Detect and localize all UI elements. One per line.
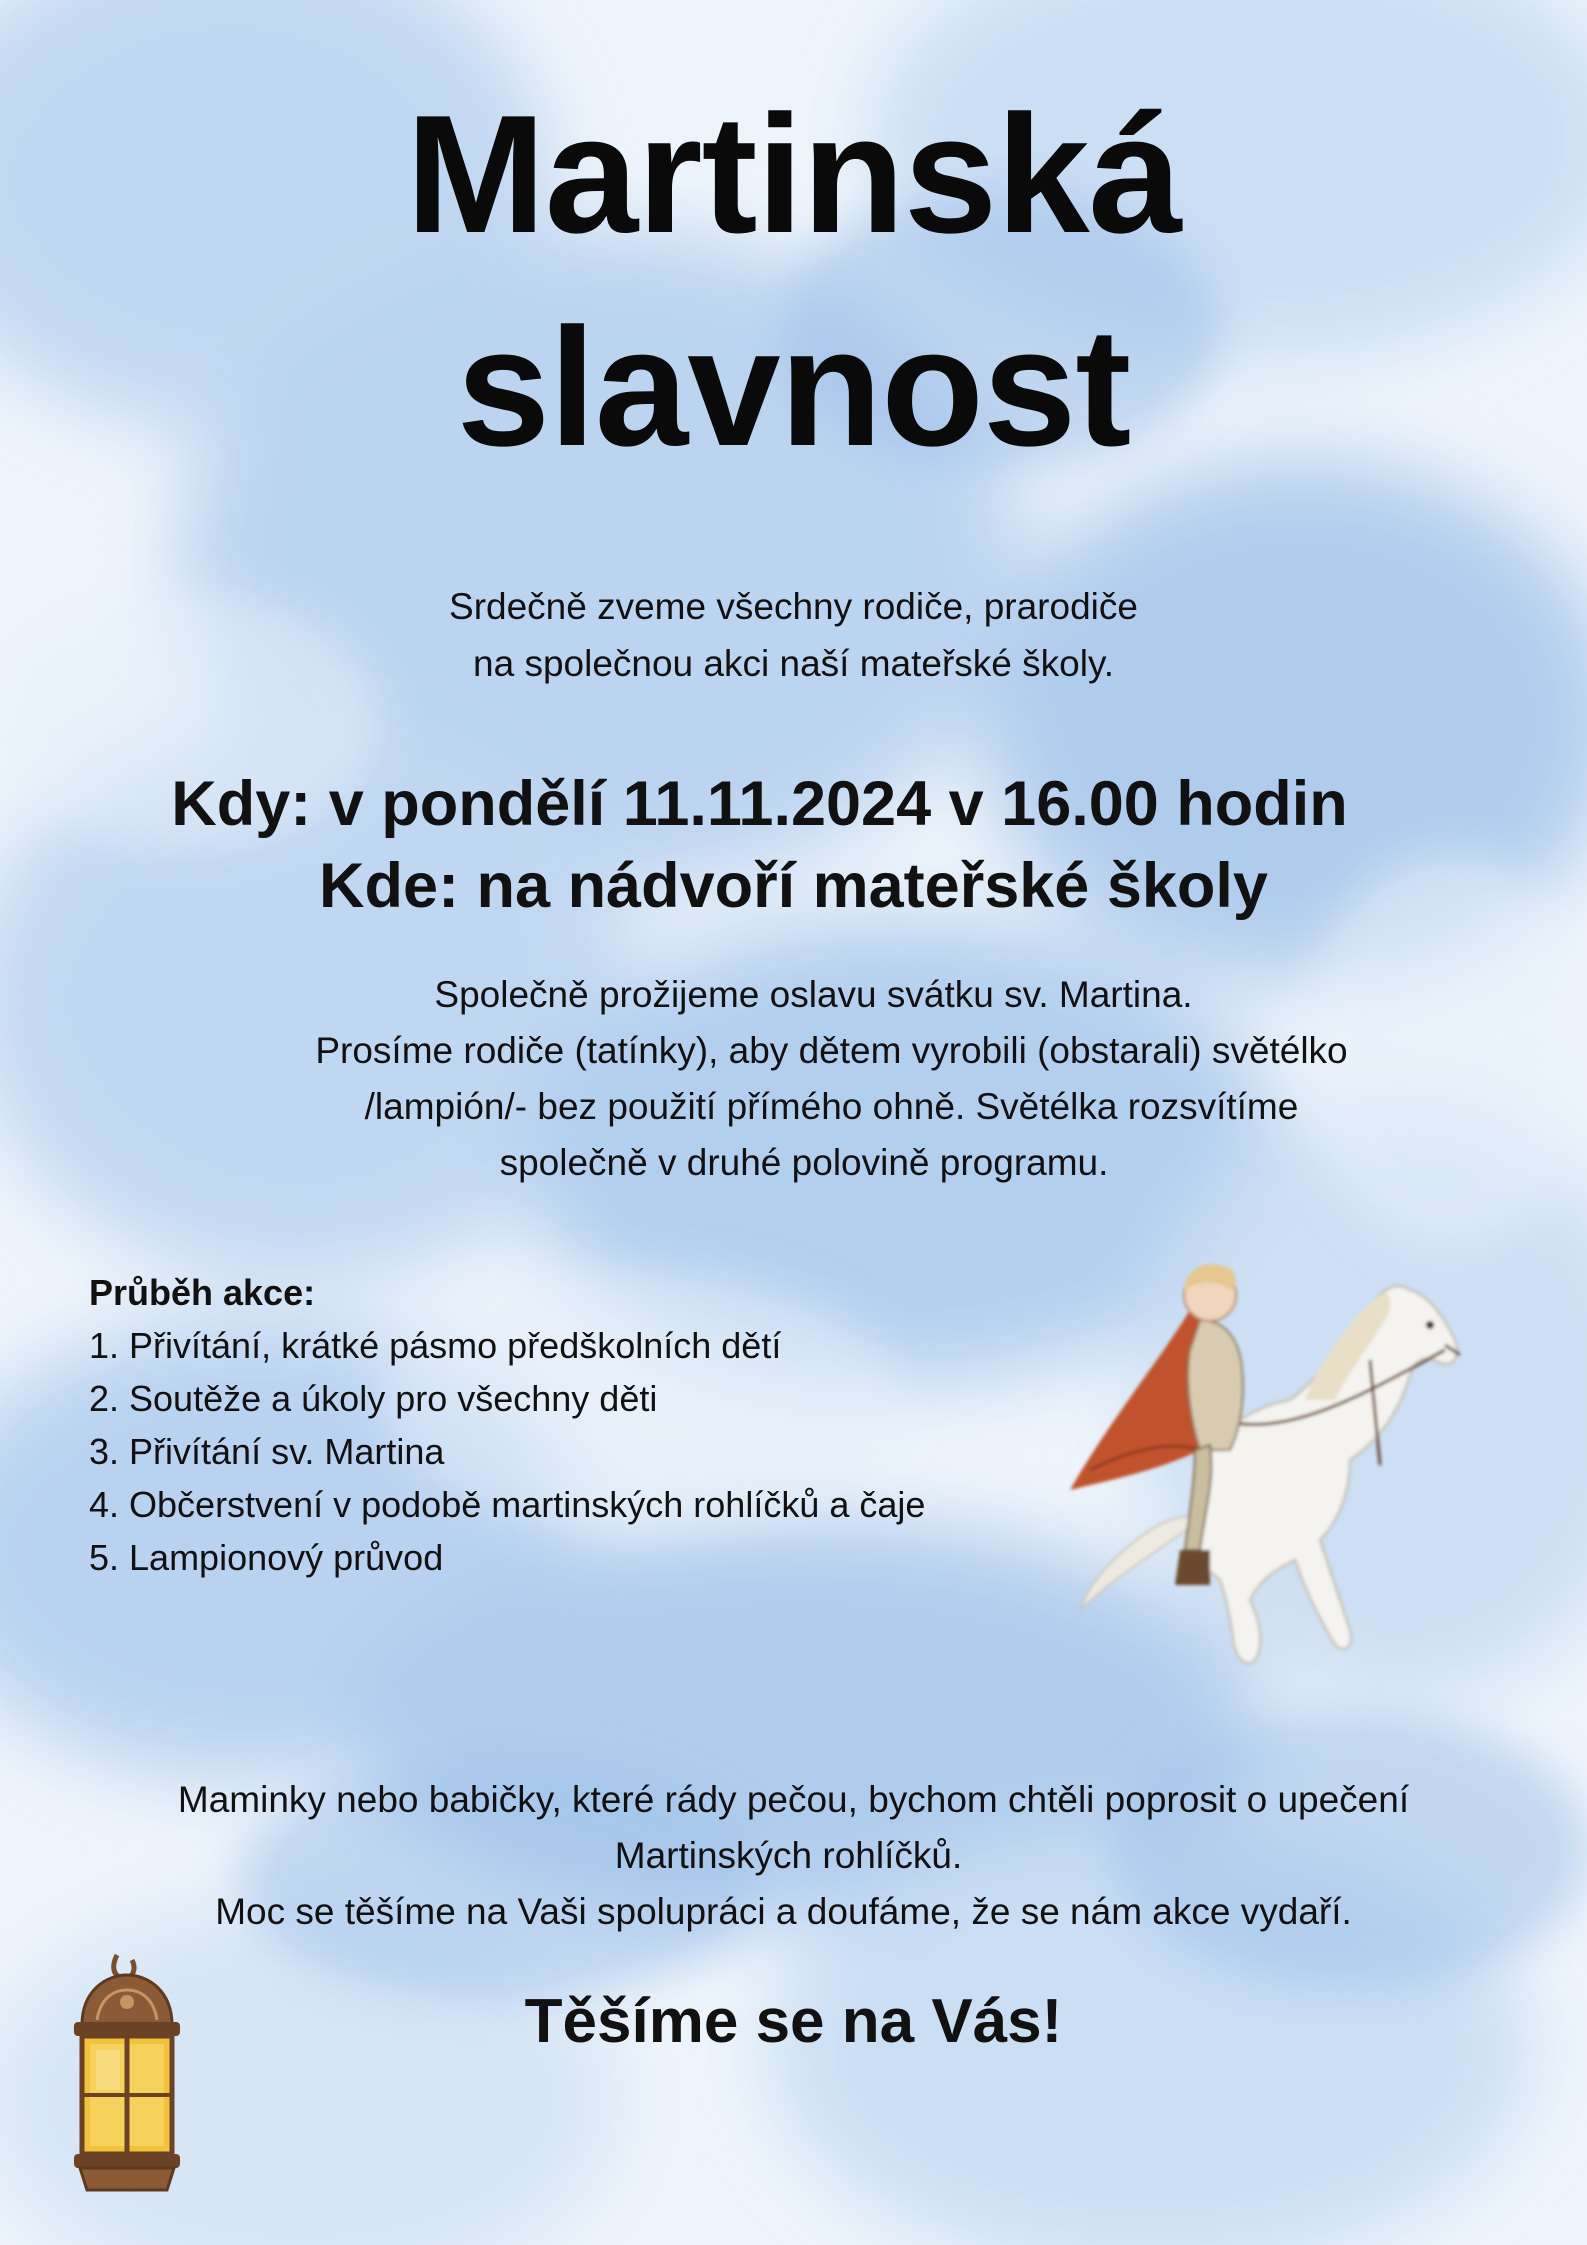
- closing-text: [0, 1772, 1587, 1940]
- description-line-1: Společně prožijeme oslavu svátku sv. Martina.: [434, 974, 1193, 1015]
- invitation-line-1: Srdečně zveme všechny rodiče, prarodiče: [449, 586, 1138, 627]
- closing-line-1: Maminky nebo babičky, které rády pečou, bychom chtěli poprosit o upečení: [177, 1779, 1410, 1820]
- program-items: [89, 1319, 925, 1584]
- event-details: [0, 763, 1587, 927]
- closing-line-2: Martinských rohlíčků.: [614, 1835, 963, 1876]
- event-where: Kde: na nádvoří mateřské školy: [319, 851, 1268, 921]
- invitation-line-2: na společnou akci naší mateřské školy.: [473, 643, 1114, 684]
- program-item: 5. Lampionový průvod: [89, 1537, 444, 1578]
- event-when: Kdy: v pondělí 11.11.2024 v 16.00 hodin: [171, 769, 1348, 839]
- program-item: 3. Přivítání sv. Martina: [89, 1431, 445, 1472]
- closing-line-3: Moc se těšíme na Vaši spolupráci a doufáme, že se nám akce vydaří.: [215, 1891, 1352, 1932]
- lantern-icon: [52, 1950, 202, 2200]
- program-item: 1. Přivítání, krátké pásmo předškolních dětí: [89, 1325, 782, 1366]
- program-item: 4. Občerstvení v podobě martinských rohlíčků a čaje: [89, 1484, 926, 1525]
- program-heading: Průběh akce:: [89, 1272, 316, 1313]
- title-line-1: Martinská: [405, 80, 1182, 268]
- description-line-3: /lampión/- bez použití přímého ohně. Světélka rozsvítíme: [364, 1086, 1299, 1127]
- event-description: [0, 967, 1587, 1191]
- description-line-2: Prosíme rodiče (tatínky), aby dětem vyrobili (obstarali) světélko: [315, 1030, 1348, 1071]
- program-item: 2. Soutěže a úkoly pro všechny děti: [89, 1378, 658, 1419]
- farewell-text: Těšíme se na Vás!: [524, 1987, 1063, 2056]
- invitation-text: [0, 578, 1587, 692]
- program-list: [89, 1266, 925, 1584]
- title-line-2: slavnost: [456, 293, 1131, 481]
- description-line-4: společně v druhé polovině programu.: [499, 1142, 1109, 1183]
- rider-on-white-horse-icon: [1050, 1250, 1480, 1690]
